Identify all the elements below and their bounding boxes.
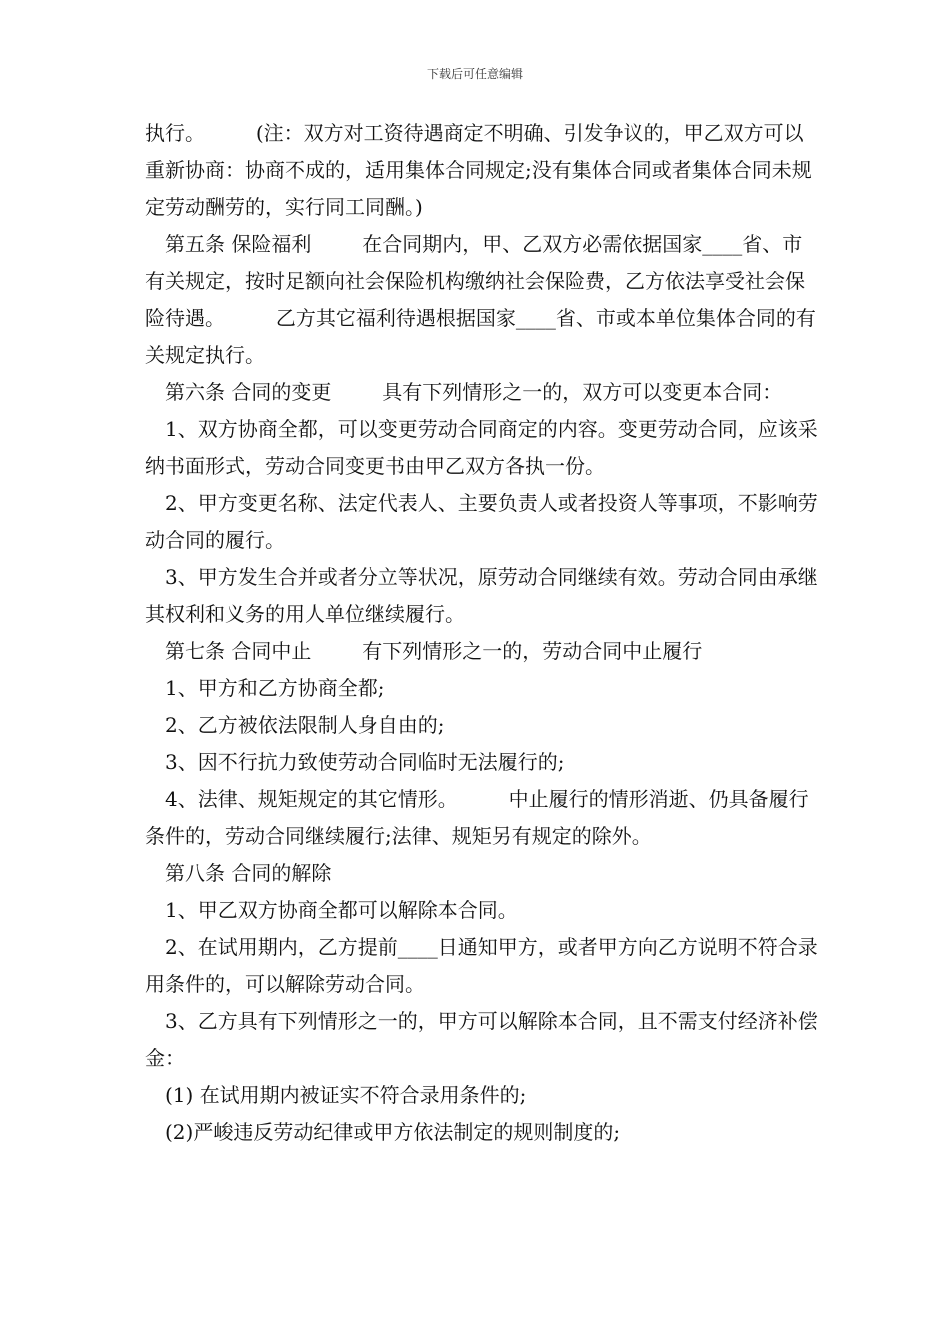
paragraph-10: 4、法律、规矩规定的其它情形。 中止履行的情形消逝、仍具备履行条件的，劳动合同继续履行;法律、规矩另有规定的除外。 <box>145 787 809 848</box>
paragraph-16: (2)严峻违反劳动纪律或甲方依法制定的规则制度的; <box>165 1120 621 1144</box>
paragraph-12: 1、甲乙双方协商全都可以解除本合同。 <box>165 898 518 922</box>
paragraph-8: 2、乙方被依法限制人身自由的; <box>165 713 445 737</box>
paragraph-11: 第八条 合同的解除 <box>165 861 332 885</box>
page-header: 下载后可任意编辑 <box>426 67 523 81</box>
paragraph-1: 第五条 保险福利 在合同期内，甲、乙双方必需依据国家____省、市有关规定，按时足额向社会保险机构缴纳社会保险费，乙方依法享受社会保险待遇。 乙方其它福利待遇根据国家____省、市或本单位集体合同的有关规定执行。 <box>145 232 816 367</box>
document-body <box>145 115 820 1151</box>
paragraph-4: 2、甲方变更名称、法定代表人、主要负责人或者投资人等事项，不影响劳动合同的履行。 <box>145 491 818 552</box>
paragraph-3: 1、双方协商全都，可以变更劳动合同商定的内容。变更劳动合同，应该采纳书面形式，劳动合同变更书由甲乙双方各执一份。 <box>145 417 818 478</box>
paragraph-9: 3、因不行抗力致使劳动合同临时无法履行的; <box>165 750 565 774</box>
paragraph-7: 1、甲方和乙方协商全都; <box>165 676 385 700</box>
paragraph-2: 第六条 合同的变更 具有下列情形之一的，双方可以变更本合同： <box>165 380 783 404</box>
paragraph-5: 3、甲方发生合并或者分立等状况，原劳动合同继续有效。劳动合同由承继其权利和义务的用人单位继续履行。 <box>145 565 818 626</box>
paragraph-14: 3、乙方具有下列情形之一的，甲方可以解除本合同，且不需支付经济补偿金： <box>145 1009 818 1070</box>
paragraph-15: (1) 在试用期内被证实不符合录用条件的; <box>165 1083 527 1107</box>
paragraph-6: 第七条 合同中止 有下列情形之一的，劳动合同中止履行 <box>165 639 703 663</box>
paragraph-13: 2、在试用期内，乙方提前____日通知甲方，或者甲方向乙方说明不符合录用条件的，可以解除劳动合同。 <box>145 935 818 996</box>
paragraph-0: 执行。 (注：双方对工资待遇商定不明确、引发争议的，甲乙双方可以重新协商：协商不成的，适用集体合同规定;没有集体合同或者集体合同未规定劳动酬劳的，实行同工同酬。) <box>145 121 812 219</box>
